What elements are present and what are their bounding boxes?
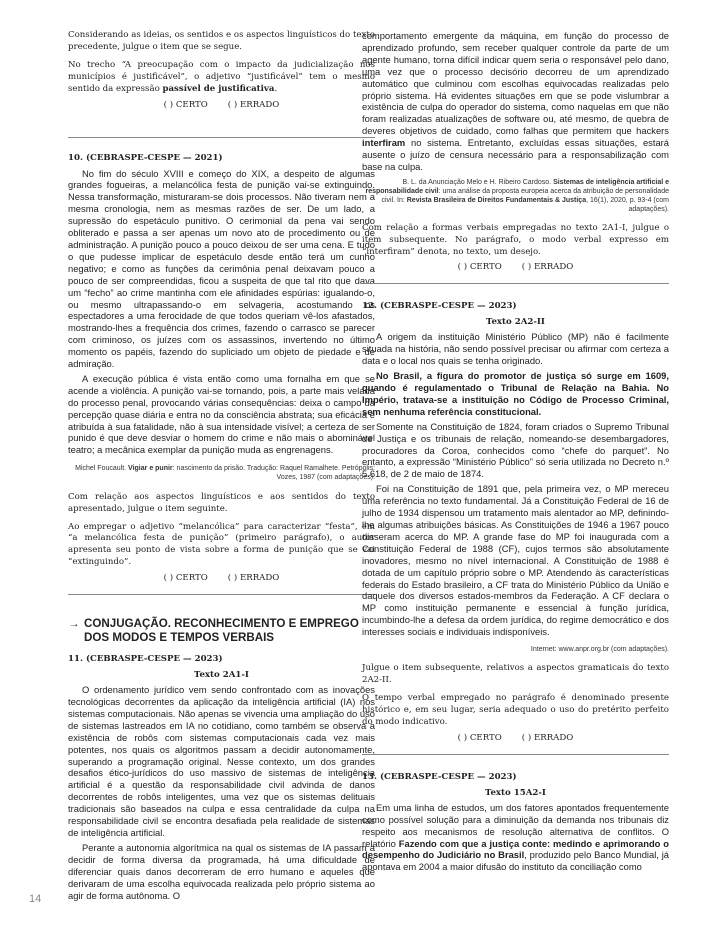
- q9-item: No trecho “A preocupação com o impacto da judicialização nos municípios é justificável”, o adjetivo “justificável” tem o mesmo sentido da expressão passível de justificativa.: [68, 59, 375, 94]
- q11-text-p2: Perante a autonomia algorítmica na qual os sistemas de IA passam a decidir de forma diversa da programada, há uma dificuldade de diferenciar quais danos decorreram de erro humano e aqueles que derivaram de uma escolha equivocada realizada pelo próprio sistema ao agir de forma autônoma. O: [68, 841, 375, 901]
- q12-command: Julgue o item subsequente, relativos a aspectos gramaticais do texto 2A2-II.: [362, 663, 669, 686]
- certo-option[interactable]: ( ) CERTO: [163, 99, 208, 110]
- certo-option[interactable]: ( ) CERTO: [163, 573, 208, 584]
- q12-text-p1: A origem da instituição Ministério Público (MP) não é facilmente situada na história, não sendo possível precisar ou afirmar com certeza a data e o local nos quais se tenha originado.: [362, 331, 669, 367]
- q12-text-title: Texto 2A2-II: [486, 317, 545, 328]
- divider: [68, 137, 375, 138]
- certo-option[interactable]: ( ) CERTO: [457, 262, 502, 273]
- q13-header: 13. (CEBRASPE-CESPE — 2023): [362, 771, 517, 782]
- q12-text-p4: Foi na Constituição de 1891 que, pela primeira vez, o MP mereceu uma referência no texto fundamental. Já a Constituição Federal de 16 de julho de 1934 dispensou um tratamento mais alentador ao MP, definindo-lhe algumas atribuições básicas. As Constituições de 1946 a 1967 pouco disseram acerca do MP. A grande fase do MP foi inaugurada com a Constituição Federal de 1988 (CF), cujos termos são absolutamente inovadores, mesmo no nível internacional. A Constituição de 1988 é dotada de um capítulo próprio sobre o MP. Atendendo às características federais do Estado brasileiro, a CF trata do Ministério Público da União e daquele dos diversos estados-membros da Federação. A CF declara o MP como instituição permanente e essencial à função jurídica, incumbindo-lhe a defesa da ordem jurídica, do regime democrático e dos interesses sociais e individuais indisponíveis.: [362, 483, 669, 638]
- right-column: [362, 30, 669, 873]
- q11-header: 11. (CEBRASPE-CESPE — 2023): [68, 654, 223, 665]
- q12-item: O tempo verbal empregado no parágrafo é denominado presente histórico e, em seu lugar, seria adequado o uso do pretérito perfeito do modo indicativo.: [362, 693, 669, 727]
- divider: [362, 754, 669, 755]
- q12-citation: Internet: www.anpr.org.br (com adaptações).: [530, 646, 669, 654]
- q11-citation: B. L. da Anunciação Melo e H. Ribeiro Cardoso. Sistemas de inteligência artificial e responsabilidade civil: uma análise da proposta europeia acerca da atribuição de personalidade civil. In: Revista Brasileira de Direitos Fundamentais & Justiça, 16(1), 2020, p. 93-4 (com adaptações).: [365, 178, 669, 214]
- q11-text-title: Texto 2A1-I: [194, 670, 249, 681]
- q11-item: Com relação a formas verbais empregadas no texto 2A1-I, julgue o item subsequente. No parágrafo, o modo verbal expresso em “interfiram” denota, no texto, um desejo.: [362, 222, 669, 257]
- q10-text-p1: No fim do século XVIII e começo do XIX, a despeito de algumas grandes fogueiras, a melancólica festa de punição vai-se extinguindo. Nessa transformação, misturaram-se dois processos. Não tiveram nem a mesma cronologia, nem as mesmas razões de ser. De um lado, a supressão do espetáculo punitivo. O cerimonial da pena vai sendo obliterado e passa a ser apenas um novo ato de procedimento ou de administração. A punição pouco a pouco deixou de ser uma cena. E tudo o que pudesse implicar de espetáculo desde então terá um cunho negativo; e como as funções da cerimônia penal deixavam pouco a pouco de ser compreendidas, ficou a suspeita de que tal rito que dava um “fecho” ao crime mantinha com ele afinidades espúrias: igualando-o, ou mesmo ultrapassando-o em selvageria, acostumando os espectadores a uma ferocidade de que todos queriam vê-los afastados, mostrando-lhes a frequência dos crimes, fazendo o carrasco se parecer com criminoso, os juízes com os assassinos, invertendo no último momento os papéis, fazendo do supliciado um objeto de piedade e de admiração.: [68, 167, 375, 370]
- q10-command: Com relação aos aspectos linguísticos e aos sentidos do texto apresentado, julgue o item seguinte.: [68, 491, 375, 514]
- q12-answer-options: [362, 732, 669, 744]
- certo-option[interactable]: ( ) CERTO: [457, 732, 502, 743]
- q13-text-title: Texto 15A2-I: [485, 787, 546, 798]
- q12-text-p2: No Brasil, a figura do promotor de justiça só surge em 1609, quando é regulamentado o Tribunal de Relação na Bahia. No Império, tratava-se a instituição no Código de Processo Criminal, sem nenhuma referência constitucional.: [362, 370, 669, 417]
- q13-text-p1: Em uma linha de estudos, um dos fatores apontados frequentemente como possível solução para a diminuição da demanda nos tribunais diz respeito aos mecanismos de resolução alternativa de conflitos. O relatório Fazendo com que a justiça conte: medindo e aprimorando o desempenho do Judiciário no Brasil, produzido pelo Banco Mundial, já apontava em 2004 a maior difusão do instituto da conciliação como: [362, 801, 670, 873]
- q10-text-p2: A execução pública é vista então como uma fornalha em que se acende a violência. A punição vai-se tornando, pois, a parte mais velada do processo penal, provocando várias consequências: deixa o campo da percepção quase diária e entra no da consciência abstrata; sua eficácia é atribuída à sua fatalidade, não à sua intensidade visível; a certeza de ser punido é que deve desviar o homem do crime e não mais o abominável teatro; a mecânica exemplar da punição muda as engrenagens.: [68, 372, 375, 456]
- q9-command: Considerando as ideias, os sentidos e os aspectos linguísticos do texto precedente, julgue o item que se segue.: [68, 30, 375, 52]
- q12-header: 12. (CEBRASPE-CESPE — 2023): [362, 301, 517, 312]
- errado-option[interactable]: ( ) ERRADO: [521, 732, 574, 743]
- q11-answer-options: [362, 261, 669, 273]
- q11-text-continuation: comportamento emergente da máquina, em função do processo de aprendizado profundo, sem receber qualquer controle da parte de um agente humano, torna difícil indicar quem seria o responsável pelo dano, uma vez que o processo decisório decorreu de um aprendizado automático que culminou com escolhas equivocadas realizadas pelo próprio sistema. Há evidentes situações em que se pode vislumbrar a existência de culpa do operador do sistema, como naquelas em que não foram realizadas atualizações de software ou, até mesmo, de quebra de deveres objetivos de cuidado, como falhas que permitem que hackers interfiram no sistema. Entretanto, excluídas essas situações, estará ausente o juízo de censura necessário para a responsabilização com base na culpa.: [362, 30, 669, 172]
- q10-citation: Michel Foucault. Vigiar e punir: nascimento da prisão. Tradução: Raquel Ramalhete. Petrópolis: Vozes, 1987 (com adaptações).: [75, 465, 375, 482]
- q10-header: 10. (CEBRASPE-CESPE — 2021): [68, 152, 223, 163]
- q9-answer-options: [68, 99, 375, 111]
- page-number: 14: [29, 893, 42, 905]
- errado-option[interactable]: ( ) ERRADO: [521, 262, 574, 273]
- arrow-right-icon: →: [68, 617, 80, 631]
- divider: [362, 283, 669, 284]
- q10-answer-options: [68, 572, 375, 584]
- q11-text-p1: O ordenamento jurídico vem sendo confrontado com as inovações tecnológicas decorrentes da aplicação da inteligência artificial (IA) nos sistemas computacionais. Não apenas se vivencia uma ampliação do uso de sistemas lastreados em IA no cotidiano, como também se observa a existência de robôs com sistemas computacionais cada vez mais potentes, nos quais os algoritmos passam a decidir autonomamente, superando a programação original. Nesse contexto, um dos grandes desafios ético-jurídicos do uso massivo de sistemas de inteligência artificial é a questão da responsabilidade civil advinda de danos decorrentes de robôs inteligentes, uma vez que os sistemas delituais tradicionais são baseados na culpa e essa centralidade da culpa na responsabilidade civil se encontra desafiada pela realidade de sistemas de inteligência artificial.: [68, 684, 375, 838]
- left-column: [68, 30, 375, 901]
- section-title: → CONJUGAÇÃO. RECONHECIMENTO E EMPREGO DOS MODOS E TEMPOS VERBAIS: [68, 617, 359, 645]
- q10-item: Ao empregar o adjetivo “melancólica” para caracterizar “festa”, em “a melancólica festa de punição” (primeiro parágrafo), o autor apresenta seu ponto de vista sobre a forma de punição que se vai “extinguindo”.: [68, 521, 375, 568]
- errado-option[interactable]: ( ) ERRADO: [227, 99, 280, 110]
- errado-option[interactable]: ( ) ERRADO: [227, 573, 280, 584]
- divider: [68, 594, 375, 595]
- q12-text-p3: Somente na Constituição de 1824, foram criados o Supremo Tribunal de Justiça e os tribunais de relação, nomeando-se desembargadores, procuradores da Coroa, conhecidos como “chefe do parquet”. No entanto, a expressão “Ministério Público” só seria utilizada no Decreto n.º 5.618, de 2 de maio de 1874.: [362, 420, 669, 480]
